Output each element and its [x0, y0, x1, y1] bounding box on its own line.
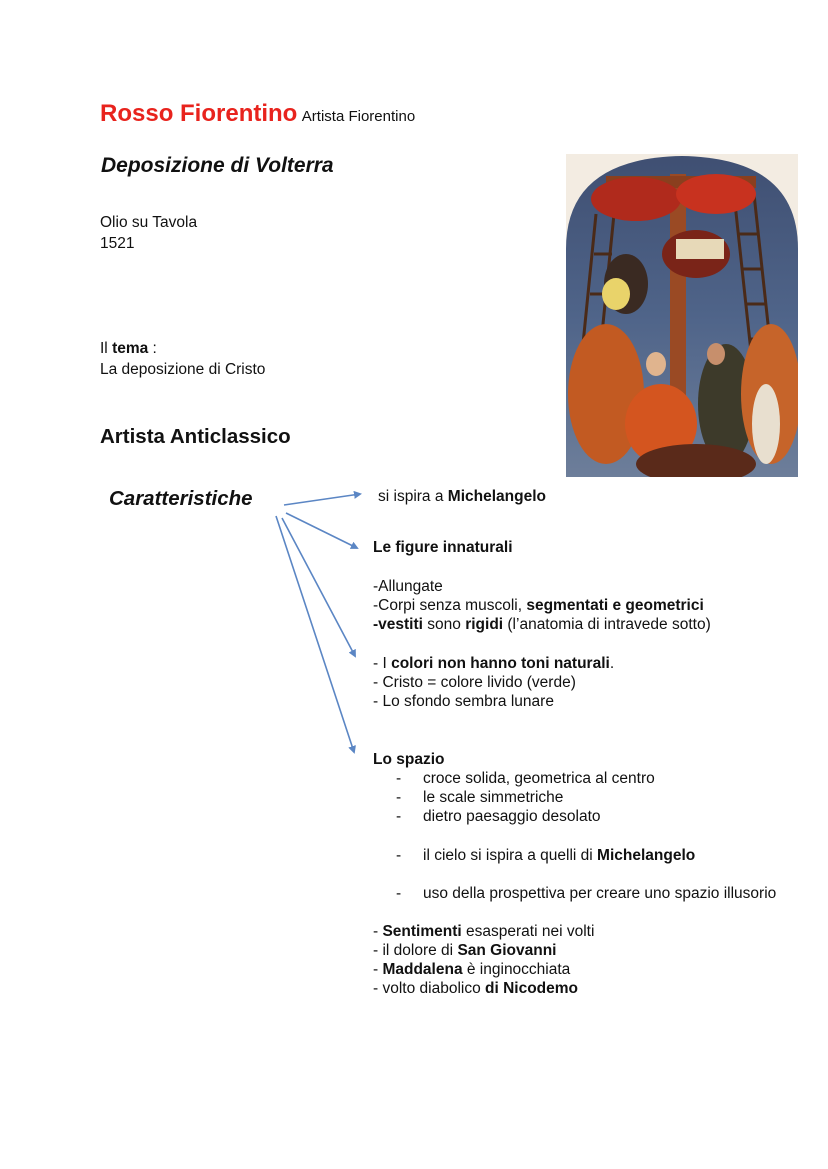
arrow-space: [276, 516, 354, 752]
feelings-f2-prefix: - il dolore di: [373, 942, 458, 959]
theme-value: La deposizione di Cristo: [100, 361, 266, 378]
feelings-f1-suffix: esasperati nei volti: [461, 923, 595, 940]
feelings-line-2: [373, 941, 557, 961]
artist-subtitle: Artista Fiorentino: [301, 108, 416, 125]
space-item-1-text: croce solida, geometrica al centro: [423, 770, 655, 787]
dash-4: -: [396, 847, 402, 864]
space-item-4: [396, 846, 695, 866]
dash-2: -: [396, 789, 402, 806]
feelings-f1-bold: Sentimenti: [382, 923, 462, 940]
space-item-3: [396, 807, 601, 827]
colors-line-2: - Cristo = colore livido (verde): [373, 674, 576, 691]
colors-c1-prefix: - I: [373, 655, 392, 672]
theme-suffix: :: [148, 340, 157, 357]
arrow-colors: [282, 518, 355, 656]
figures-heading-text: Le figure innaturali: [373, 539, 513, 556]
dash-1: -: [396, 770, 402, 787]
figures-l3-bold2: rigidi: [465, 616, 504, 633]
medium-text: Olio su Tavola: [100, 214, 198, 231]
painting-image: [566, 154, 798, 477]
feelings-f4-bold: di Nicodemo: [485, 980, 579, 997]
space-heading: [373, 750, 444, 770]
figures-line-3: [373, 615, 711, 635]
feelings-f3-suffix: è inginocchiata: [462, 961, 571, 978]
feelings-line-4: [373, 979, 578, 999]
figures-l3-bold1: -vestiti: [373, 616, 423, 633]
feelings-f4-prefix: - volto diabolico: [373, 980, 486, 997]
inspiration-line: [378, 487, 546, 507]
inspiration-prefix: si ispira a: [378, 488, 448, 505]
feelings-f2-bold: San Giovanni: [457, 942, 557, 959]
figures-l2-plain: -Corpi senza muscoli,: [373, 597, 527, 614]
space-item-1: [396, 769, 655, 789]
colors-c1-bold: colori non hanno toni naturali: [391, 655, 610, 672]
theme-prefix: Il: [100, 340, 113, 357]
space-item-4-bold: Michelangelo: [597, 847, 696, 864]
space-item-4-plain: il cielo si ispira a quelli di: [423, 847, 598, 864]
figures-l2-bold: segmentati e geometrici: [526, 597, 704, 614]
colors-line-3: - Lo sfondo sembra lunare: [373, 693, 554, 710]
artist-title: [100, 100, 415, 128]
figures-l3-plain1: sono: [422, 616, 466, 633]
work-title: Deposizione di Volterra: [101, 154, 334, 177]
arrow-inspiration: [284, 494, 360, 505]
feelings-f3-prefix: -: [373, 961, 383, 978]
figures-l3-plain2: (l’anatomia di intravede sotto): [503, 616, 711, 633]
feelings-f1-prefix: -: [373, 923, 383, 940]
arrow-figures: [286, 513, 357, 548]
feelings-line-1: [373, 922, 594, 942]
inspiration-name: Michelangelo: [447, 488, 546, 505]
space-item-2-text: le scale simmetriche: [423, 789, 564, 806]
characteristics-label: Caratteristiche: [109, 487, 253, 510]
dash-5: -: [396, 885, 402, 902]
space-item-5-text: uso della prospettiva per creare uno spazio illusorio: [423, 885, 777, 902]
feelings-line-3: [373, 960, 570, 980]
space-item-3-text: dietro paesaggio desolato: [423, 808, 601, 825]
figures-line-1: -Allungate: [373, 578, 443, 595]
theme-label: [100, 338, 157, 359]
colors-c1-suffix: .: [609, 655, 615, 672]
colors-line-1: [373, 654, 614, 674]
artist-name: Rosso Fiorentino: [100, 100, 298, 127]
figures-heading: [373, 538, 513, 558]
dash-3: -: [396, 808, 402, 825]
year-text: 1521: [100, 235, 135, 252]
space-item-2: [396, 788, 563, 808]
theme-bold: tema: [112, 340, 149, 357]
space-item-5: [396, 884, 776, 904]
section-heading: Artista Anticlassico: [100, 425, 291, 448]
feelings-f3-bold: Maddalena: [382, 961, 463, 978]
figures-line-2: [373, 596, 704, 616]
space-heading-text: Lo spazio: [373, 751, 445, 768]
